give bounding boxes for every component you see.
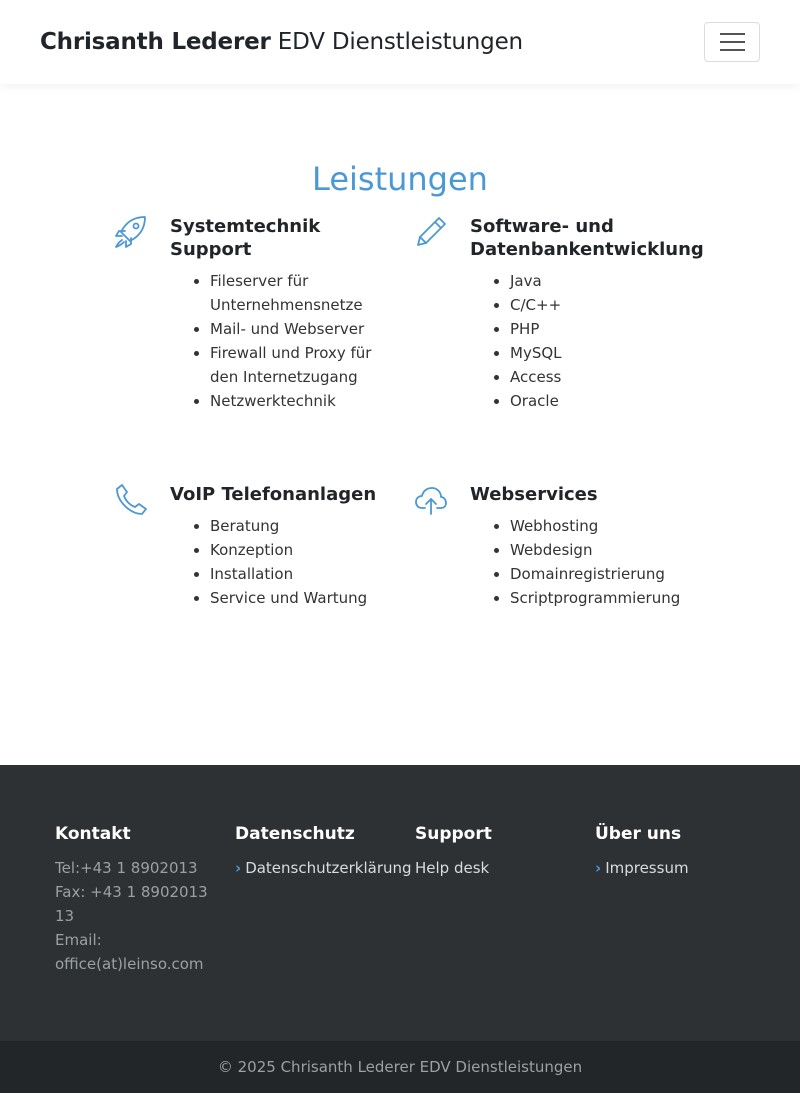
list-item: • Access xyxy=(510,365,710,389)
footer-ueber-uns xyxy=(595,822,770,880)
services-title: Leistungen xyxy=(312,160,488,198)
list-item: • MySQL xyxy=(510,341,710,365)
contact-email-label: Email: xyxy=(55,931,102,949)
list-item: • Fileserver für Unternehmensnetze xyxy=(210,269,390,317)
pencil-icon xyxy=(414,215,448,249)
service-list xyxy=(210,514,390,610)
list-item: • Java xyxy=(510,269,710,293)
list-item: • PHP xyxy=(510,317,710,341)
service-voip xyxy=(114,483,394,643)
hamburger-menu-icon xyxy=(720,33,745,35)
impressum-link[interactable]: › Impressum xyxy=(595,859,689,877)
menu-toggle-button[interactable] xyxy=(704,22,760,62)
list-item: • Webhosting xyxy=(510,514,710,538)
datenschutzerklaerung-link[interactable]: › Datenschutzerklärung xyxy=(235,859,412,877)
navbar xyxy=(0,0,800,84)
list-item: • Firewall und Proxy für den Internetzugang xyxy=(210,341,390,389)
list-item: • Mail- und Webserver xyxy=(210,317,390,341)
hamburger-menu-icon xyxy=(720,41,745,43)
list-item: • Installation xyxy=(210,562,390,586)
brand-name: Chrisanth Lederer xyxy=(40,29,271,55)
service-systemtechnik xyxy=(114,215,394,445)
service-list xyxy=(210,269,390,413)
service-title: Webservices xyxy=(470,484,598,505)
list-item: • Beratung xyxy=(210,514,390,538)
footer-heading: Datenschutz xyxy=(235,824,355,844)
contact-fax: Fax: +43 1 8902013 13 xyxy=(55,883,208,925)
contact-tel: Tel:+43 1 8902013 xyxy=(55,859,198,877)
footer-heading: Support xyxy=(415,824,492,844)
list-item: • Oracle xyxy=(510,389,710,413)
service-title: VoIP Telefonanlagen xyxy=(170,484,377,505)
service-title: Systemtechnik Support xyxy=(170,216,321,260)
list-item: • Webdesign xyxy=(510,538,710,562)
list-item: • C/C++ xyxy=(510,293,710,317)
service-title: Software- und Datenbankentwicklung xyxy=(470,216,704,260)
phone-icon xyxy=(114,483,148,517)
list-item: • Scriptprogrammierung xyxy=(510,586,710,610)
service-webservices xyxy=(414,483,714,623)
service-list xyxy=(510,514,710,610)
list-item: • Domainregistrierung xyxy=(510,562,710,586)
help-desk-link[interactable]: Help desk xyxy=(415,859,490,877)
rocket-icon xyxy=(114,215,148,249)
footer xyxy=(0,765,800,1041)
list-item: • Konzeption xyxy=(210,538,390,562)
list-item: • Service und Wartung xyxy=(210,586,390,610)
service-list xyxy=(510,269,710,413)
footer-heading: Über uns xyxy=(595,824,682,844)
footer-heading: Kontakt xyxy=(55,824,131,844)
chevron-right-icon: › xyxy=(235,859,242,877)
footer-support xyxy=(415,822,590,880)
hamburger-menu-icon xyxy=(720,49,745,51)
contact-email: office(at)leinso.com xyxy=(55,955,204,973)
brand-link[interactable] xyxy=(40,27,523,57)
list-item: • Netzwerktechnik xyxy=(210,389,390,413)
chevron-right-icon: › xyxy=(595,859,602,877)
cloud-upload-icon xyxy=(414,483,448,517)
copyright: © 2025 Chrisanth Lederer EDV Dienstleistungen xyxy=(0,1041,800,1093)
footer-kontakt xyxy=(55,822,220,976)
footer-datenschutz xyxy=(235,822,410,880)
service-software xyxy=(414,215,714,415)
brand-subtitle: EDV Dienstleistungen xyxy=(277,29,523,55)
